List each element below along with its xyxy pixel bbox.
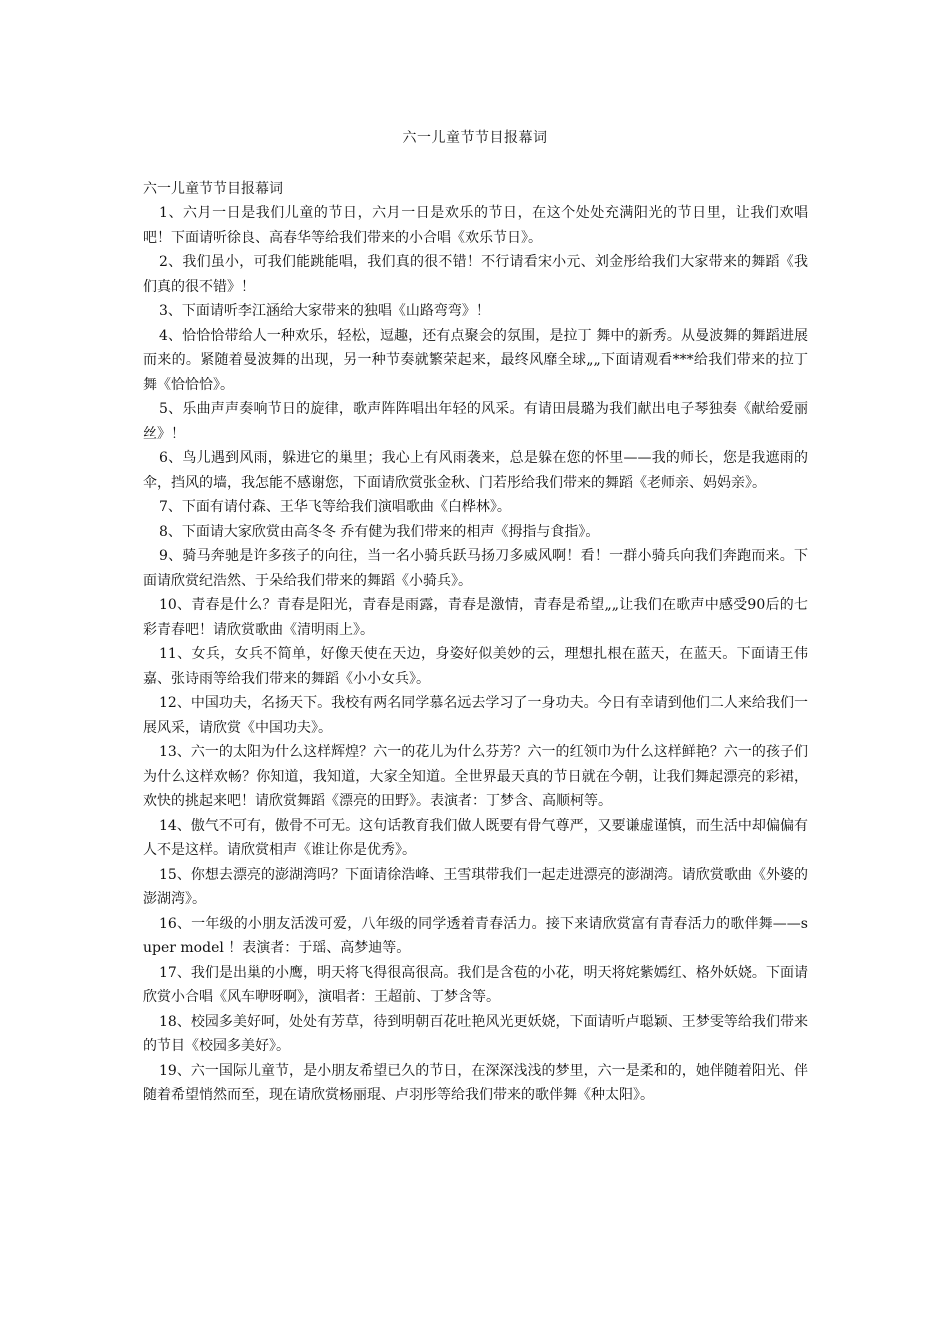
paragraph: 19、六一国际儿童节，是小朋友希望已久的节日，在深深浅浅的梦里，六一是柔和的，她伴随着阳光、伴随着希望悄然而至，现在请欣赏杨丽琨、卢羽彤等给我们带来的歌伴舞《种太阳》。 xyxy=(143,1062,808,1103)
paragraph: 2、我们虽小，可我们能跳能唱，我们真的很不错！不行请看宋小元、刘金彤给我们大家带来的舞蹈《我们真的很不错》！ xyxy=(143,254,808,295)
paragraph: 10、青春是什么？青春是阳光，青春是雨露，青春是激情，青春是希望„„让我们在歌声中感受90后的七彩青春吧！请欣赏歌曲《清明雨上》。 xyxy=(143,597,808,638)
paragraph: 14、傲气不可有，傲骨不可无。这句话教育我们做人既要有骨气尊严，又要谦虚谨慎，而生活中却偏偏有人不是这样。请欣赏相声《谁让你是优秀》。 xyxy=(143,817,808,858)
document-subtitle: 六一儿童节节目报幕词 xyxy=(143,181,283,197)
paragraph: 18、校园多美好呵，处处有芳草，待到明朝百花吐艳风光更妖娆，下面请听卢聪颖、王梦雯等给我们带来的节目《校园多美好》。 xyxy=(143,1013,808,1054)
paragraph: 1、六月一日是我们儿童的节日，六月一日是欢乐的节日，在这个处处充满阳光的节日里，让我们欢唱吧！下面请听徐良、高春华等给我们带来的小合唱《欢乐节日》。 xyxy=(143,205,808,246)
paragraph: 13、六一的太阳为什么这样辉煌？六一的花儿为什么芬芳？六一的红领巾为什么这样鲜艳？六一的孩子们为什么这样欢畅？你知道，我知道，大家全知道。全世界最天真的节日就在今朝，让我们舞起漂亮的彩裙，欢快的挑起来吧！请欣赏舞蹈《漂亮的田野》。表演者：丁梦含、高顺柯等。 xyxy=(143,744,808,809)
paragraph: 16、一年级的小朋友活泼可爱，八年级的同学透着青春活力。接下来请欣赏富有青春活力的歌伴舞——super model ！表演者：于瑶、高梦迪等。 xyxy=(143,915,808,956)
paragraph: 8、下面请大家欣赏由高冬冬 乔有健为我们带来的相声《拇指与食指》。 xyxy=(159,523,600,540)
paragraph: 15、你想去漂亮的澎湖湾吗？下面请徐浩峰、王雪琪带我们一起走进漂亮的澎湖湾。请欣赏歌曲《外婆的澎湖湾》。 xyxy=(143,866,808,907)
paragraph: 17、我们是出巢的小鹰，明天将飞得很高很高。我们是含苞的小花，明天将姹紫嫣红、格外妖娆。下面请欣赏小合唱《风车咿呀啊》，演唱者：王超前、丁梦含等。 xyxy=(143,964,808,1005)
document-title: 六一儿童节节目报幕词 xyxy=(402,130,548,146)
paragraph: 5、乐曲声声奏响节日的旋律，歌声阵阵唱出年轻的风采。有请田晨璐为我们献出电子琴独奏《献给爱丽丝》！ xyxy=(143,401,808,442)
paragraph: 6、鸟儿遇到风雨，躲进它的巢里；我心上有风雨袭来，总是躲在您的怀里——我的师长，您是我遮雨的伞，挡风的墙，我怎能不感谢您，下面请欣赏张金秋、门若彤给我们带来的舞蹈《老师亲、妈妈亲》。 xyxy=(143,450,808,491)
paragraph: 3、下面请听李江涵给大家带来的独唱《山路弯弯》！ xyxy=(159,303,490,319)
paragraph: 11、女兵，女兵不简单，好像天使在天边，身姿好似美妙的云，理想扎根在蓝天，在蓝天。下面请王伟嘉、张诗雨等给我们带来的舞蹈《小小女兵》。 xyxy=(143,646,808,687)
paragraph: 7、下面有请付森、王华飞等给我们演唱歌曲《白桦林》。 xyxy=(159,499,511,515)
paragraph: 9、骑马奔驰是许多孩子的向往，当一名小骑兵跃马扬刀多威风啊！看！一群小骑兵向我们奔跑而来。下面请欣赏纪浩然、于朵给我们带来的舞蹈《小骑兵》。 xyxy=(143,548,808,589)
paragraph: 12、中国功夫，名扬天下。我校有两名同学慕名远去学习了一身功夫。今日有幸请到他们二人来给我们一展风采，请欣赏《中国功夫》。 xyxy=(143,695,808,736)
document-body xyxy=(143,177,808,1108)
paragraph: 4、恰恰恰带给人一种欢乐，轻松，逗趣，还有点聚会的氛围，是拉丁 舞中的新秀。从曼波舞的舞蹈进展而来的。紧随着曼波舞的出现，另一种节奏就繁荣起来，最终风靡全球„„下面请观看***给我们带来的拉丁舞《恰恰恰》。 xyxy=(143,327,808,393)
